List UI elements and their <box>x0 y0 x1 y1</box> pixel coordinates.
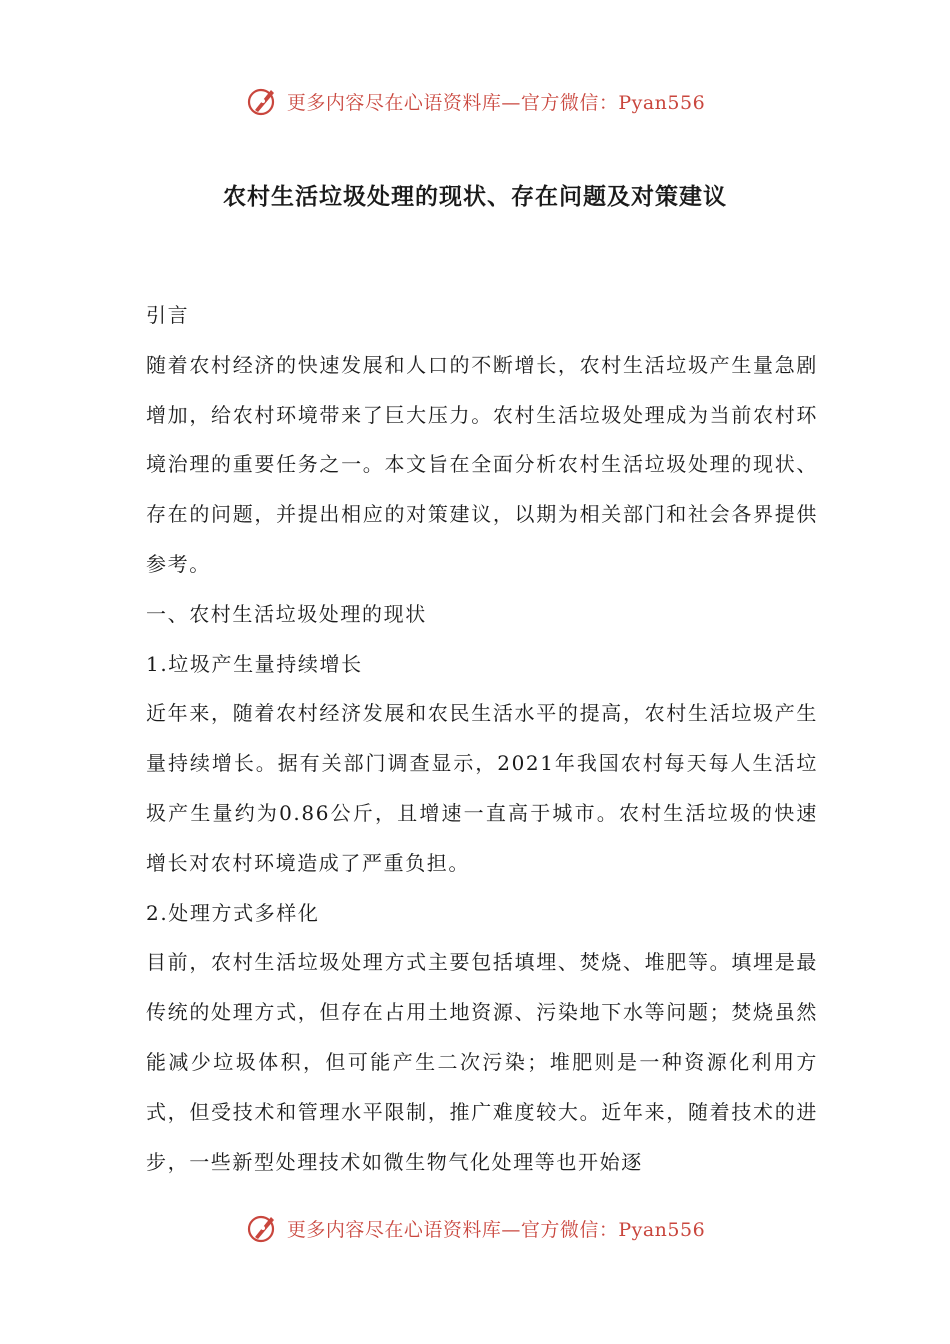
document-body <box>146 291 818 1187</box>
heading-section-one: 一、农村生活垃圾处理的现状 <box>146 601 427 626</box>
heading-subsection-2: 2.处理方式多样化 <box>146 900 320 925</box>
pen-in-circle-icon <box>245 84 279 118</box>
paragraph-introduction: 随着农村经济的快速发展和人口的不断增长，农村生活垃圾产生量急剧增加，给农村环境带来了巨大压力。农村生活垃圾处理成为当前农村环境治理的重要任务之一。本文旨在全面分析农村生活垃圾处理的现状、存在的问题，并提出相应的对策建议，以期为相关部门和社会各界提供参考。 <box>146 352 818 576</box>
watermark-header <box>0 84 950 118</box>
heading-subsection-1: 1.垃圾产生量持续增长 <box>146 651 363 676</box>
watermark-text: 更多内容尽在心语资料库—官方微信：Pyan556 <box>286 1218 706 1241</box>
document-title: 农村生活垃圾处理的现状、存在问题及对策建议 <box>223 183 727 210</box>
heading-introduction: 引言 <box>146 303 190 327</box>
pen-in-circle-icon <box>245 1211 279 1245</box>
watermark-text: 更多内容尽在心语资料库—官方微信：Pyan556 <box>286 91 706 114</box>
watermark-footer <box>0 1211 950 1245</box>
paragraph-subsection-2: 目前，农村生活垃圾处理方式主要包括填埋、焚烧、堆肥等。填埋是最传统的处理方式，但存在占用土地资源、污染地下水等问题；焚烧虽然能减少垃圾体积，但可能产生二次污染；堆肥则是一种资源化利用方式，但受技术和管理水平限制，推广难度较大。近年来，随着技术的进步，一些新型处理技术如微生物气化处理等也开始逐 <box>146 950 818 1174</box>
paragraph-subsection-1: 近年来，随着农村经济发展和农民生活水平的提高，农村生活垃圾产生量持续增长。据有关部门调查显示，2021年我国农村每天每人生活垃圾产生量约为0.86公斤，且增速一直高于城市。农村生活垃圾的快速增长对农村环境造成了严重负担。 <box>146 701 818 875</box>
